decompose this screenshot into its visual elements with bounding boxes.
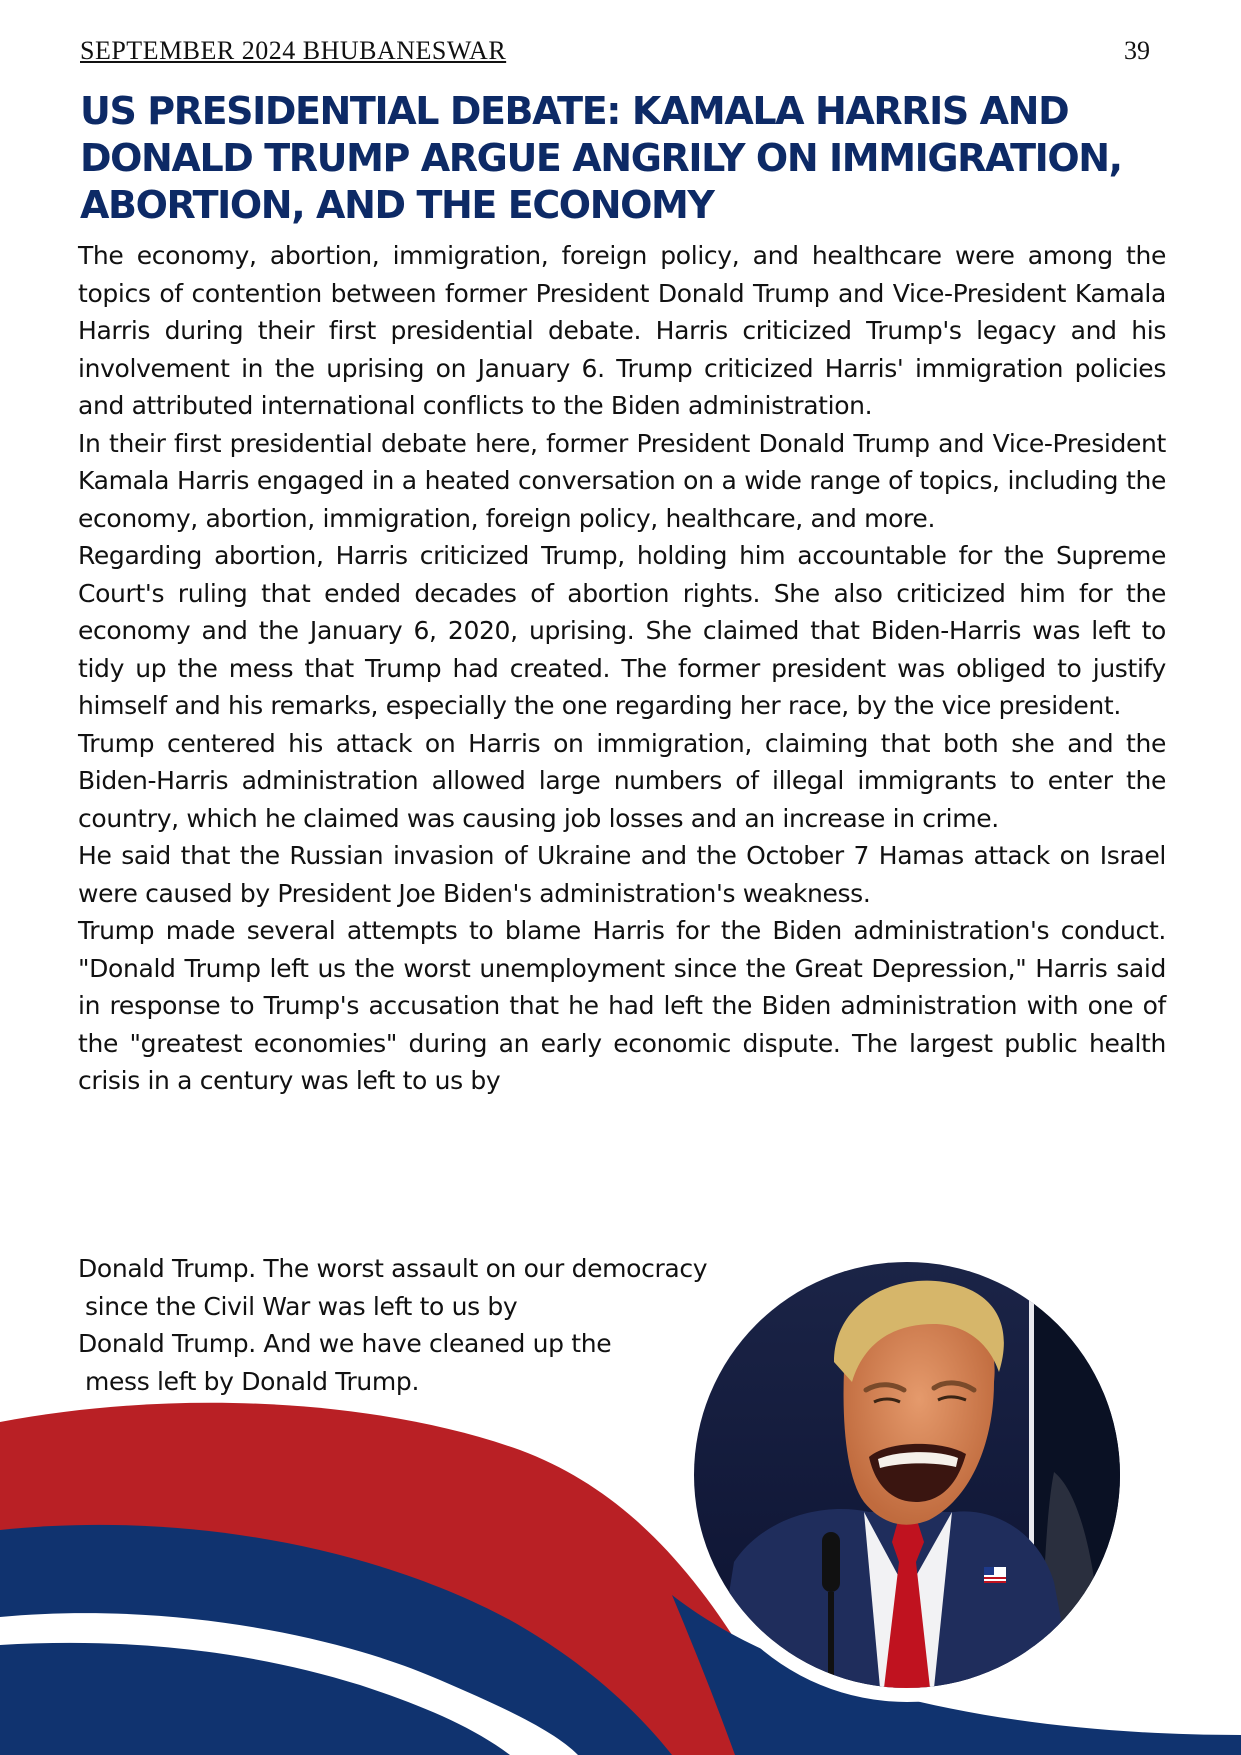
article-body: [78, 237, 1166, 1100]
article-tail: [78, 1250, 778, 1400]
tail-line: Donald Trump. And we have cleaned up the: [78, 1329, 612, 1358]
paragraph: Regarding abortion, Harris criticized Trump, holding him accountable for the Supreme Court's ruling that ended decades of abortion rights. She also criticized him for the economy and the January 6, 2020, uprising. She claimed that Biden-Harris was left to tidy up the mess that Trump had created. The former president was obliged to justify himself and his remarks, especially the one regarding her race, by the vice president.: [78, 541, 1166, 720]
article-title: US PRESIDENTIAL DEBATE: KAMALA HARRIS AND DONALD TRUMP ARGUE ANGRILY ON IMMIGRATION, ABORTION, AND THE ECONOMY: [80, 89, 1122, 227]
issue-label: SEPTEMBER 2024 BHUBANESWAR: [80, 36, 507, 65]
paragraph: He said that the Russian invasion of Ukraine and the October 7 Hamas attack on Israel were caused by President Joe Biden's administration's weakness.: [78, 841, 1166, 908]
tail-line: mess left by Donald Trump.: [85, 1366, 420, 1396]
tail-line: since the Civil War was left to us by: [85, 1291, 518, 1321]
paragraph: In their first presidential debate here, former President Donald Trump and Vice-President Kamala Harris engaged in a heated conversation on a wide range of topics, including the economy, abortion, immigration, foreign policy, healthcare, and more.: [78, 428, 1166, 533]
page-number: 39: [1124, 36, 1150, 65]
paragraph: Trump made several attempts to blame Harris for the Biden administration's conduct. "Donald Trump left us the worst unemployment since the Great Depression," Harris said in response to Trump's accusation that he had left the Biden administration with one of the "greatest economies" during an early economic dispute. The largest public health crisis in a century was left to us by: [78, 916, 1166, 1095]
page-header: [80, 36, 1150, 70]
donald-trump-portrait-icon: [694, 1262, 1120, 1688]
photo-frame: [680, 1248, 1134, 1702]
paragraph: Trump centered his attack on Harris on immigration, claiming that both she and the Biden-Harris administration allowed large numbers of illegal immigrants to enter the country, which he claimed was causing job losses and an increase in crime.: [78, 728, 1166, 833]
paragraph: The economy, abortion, immigration, foreign policy, and healthcare were among the topics of contention between former President Donald Trump and Vice-President Kamala Harris during their first presidential debate. Harris criticized Trump's legacy and his involvement in the uprising on January 6. Trump criticized Harris' immigration policies and attributed international conflicts to the Biden administration.: [78, 241, 1166, 420]
tail-line: Donald Trump. The worst assault on our democracy: [78, 1254, 708, 1283]
